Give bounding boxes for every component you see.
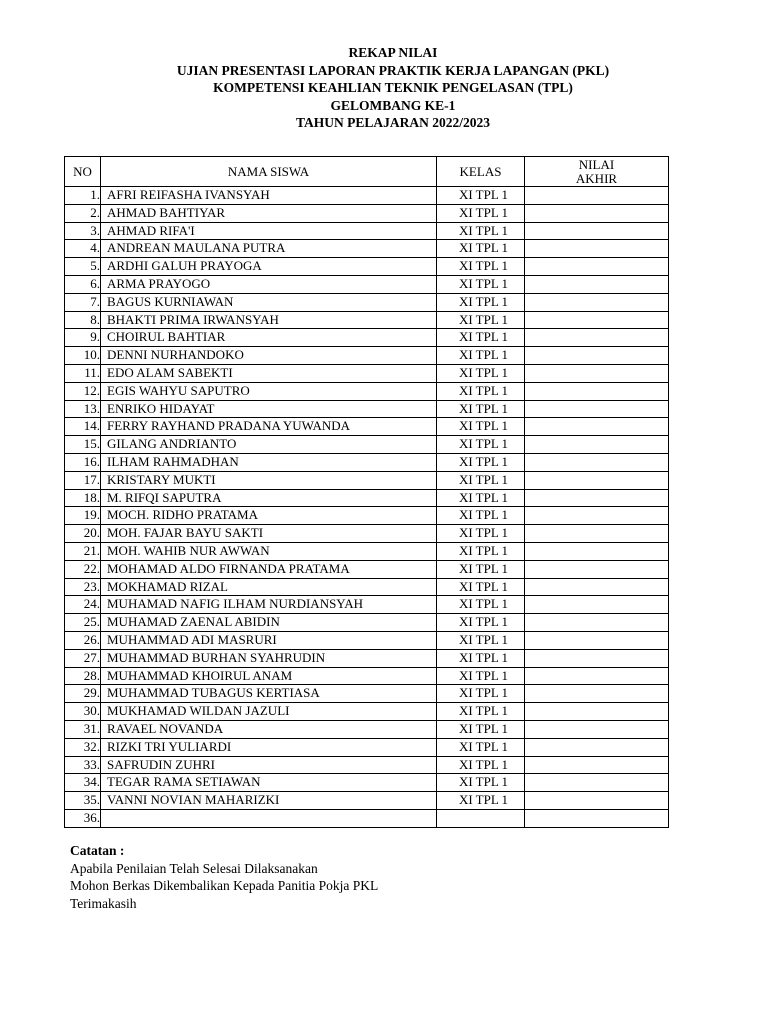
cell-no: 9. bbox=[65, 329, 101, 347]
cell-kelas bbox=[437, 809, 525, 827]
cell-nama: RAVAEL NOVANDA bbox=[101, 720, 437, 738]
cell-nama: MOH. FAJAR BAYU SAKTI bbox=[101, 525, 437, 543]
cell-nama: ANDREAN MAULANA PUTRA bbox=[101, 240, 437, 258]
cell-no: 24. bbox=[65, 596, 101, 614]
table-row bbox=[65, 293, 669, 311]
cell-no: 5. bbox=[65, 258, 101, 276]
cell-kelas: XI TPL 1 bbox=[437, 756, 525, 774]
cell-no: 22. bbox=[65, 560, 101, 578]
cell-kelas: XI TPL 1 bbox=[437, 275, 525, 293]
cell-nilai bbox=[525, 578, 669, 596]
title-line: REKAP NILAI bbox=[348, 45, 438, 60]
table-row bbox=[65, 542, 669, 560]
header-no: NO bbox=[65, 157, 101, 187]
cell-nama: TEGAR RAMA SETIAWAN bbox=[101, 774, 437, 792]
table-row bbox=[65, 756, 669, 774]
title-line: UJIAN PRESENTASI LAPORAN PRAKTIK KERJA LAPANGAN (PKL) bbox=[176, 62, 610, 78]
table-row bbox=[65, 667, 669, 685]
notes-heading: Catatan : bbox=[70, 843, 125, 858]
cell-no: 19. bbox=[65, 507, 101, 525]
cell-nama: MUHAMAD NAFIG ILHAM NURDIANSYAH bbox=[101, 596, 437, 614]
cell-nama: MUHAMMAD KHOIRUL ANAM bbox=[101, 667, 437, 685]
cell-no: 32. bbox=[65, 738, 101, 756]
cell-nama: FERRY RAYHAND PRADANA YUWANDA bbox=[101, 418, 437, 436]
table-row bbox=[65, 525, 669, 543]
cell-nama: RIZKI TRI YULIARDI bbox=[101, 738, 437, 756]
cell-nama: EDO ALAM SABEKTI bbox=[101, 364, 437, 382]
cell-no: 27. bbox=[65, 649, 101, 667]
cell-nama: SAFRUDIN ZUHRI bbox=[101, 756, 437, 774]
cell-no: 17. bbox=[65, 471, 101, 489]
cell-kelas: XI TPL 1 bbox=[437, 738, 525, 756]
cell-nama: ENRIKO HIDAYAT bbox=[101, 400, 437, 418]
cell-no: 23. bbox=[65, 578, 101, 596]
table-header-row bbox=[65, 157, 669, 187]
table-row bbox=[65, 720, 669, 738]
cell-no: 3. bbox=[65, 222, 101, 240]
cell-nilai bbox=[525, 703, 669, 721]
cell-nama: VANNI NOVIAN MAHARIZKI bbox=[101, 792, 437, 810]
cell-kelas: XI TPL 1 bbox=[437, 258, 525, 276]
cell-nama: MUHAMAD ZAENAL ABIDIN bbox=[101, 614, 437, 632]
header-nilai-line1: NILAI bbox=[578, 156, 615, 172]
cell-no: 2. bbox=[65, 204, 101, 222]
cell-nama: ARMA PRAYOGO bbox=[101, 275, 437, 293]
table-row bbox=[65, 738, 669, 756]
cell-kelas: XI TPL 1 bbox=[437, 347, 525, 365]
header-nama-siswa: NAMA SISWA bbox=[101, 157, 437, 187]
cell-nama: EGIS WAHYU SAPUTRO bbox=[101, 382, 437, 400]
cell-nama: AHMAD BAHTIYAR bbox=[101, 204, 437, 222]
cell-nama: AFRI REIFASHA IVANSYAH bbox=[101, 187, 437, 205]
cell-no: 33. bbox=[65, 756, 101, 774]
cell-kelas: XI TPL 1 bbox=[437, 311, 525, 329]
cell-nama: ARDHI GALUH PRAYOGA bbox=[101, 258, 437, 276]
table-row bbox=[65, 222, 669, 240]
table-row bbox=[65, 471, 669, 489]
cell-nama: MOHAMAD ALDO FIRNANDA PRATAMA bbox=[101, 560, 437, 578]
cell-no: 7. bbox=[65, 293, 101, 311]
cell-nama: ILHAM RAHMADHAN bbox=[101, 453, 437, 471]
cell-nilai bbox=[525, 809, 669, 827]
cell-kelas: XI TPL 1 bbox=[437, 525, 525, 543]
cell-nilai bbox=[525, 596, 669, 614]
table-row bbox=[65, 578, 669, 596]
cell-no: 1. bbox=[65, 187, 101, 205]
cell-no: 28. bbox=[65, 667, 101, 685]
cell-nilai bbox=[525, 471, 669, 489]
cell-no: 16. bbox=[65, 453, 101, 471]
title-line: TAHUN PELAJARAN 2022/2023 bbox=[295, 115, 490, 131]
notes-section bbox=[70, 842, 378, 912]
cell-nilai bbox=[525, 525, 669, 543]
cell-kelas: XI TPL 1 bbox=[437, 187, 525, 205]
cell-kelas: XI TPL 1 bbox=[437, 578, 525, 596]
cell-nama: KRISTARY MUKTI bbox=[101, 471, 437, 489]
table-row bbox=[65, 240, 669, 258]
cell-kelas: XI TPL 1 bbox=[437, 222, 525, 240]
table-row bbox=[65, 560, 669, 578]
header-nilai-akhir bbox=[525, 157, 669, 187]
cell-nilai bbox=[525, 792, 669, 810]
cell-kelas: XI TPL 1 bbox=[437, 596, 525, 614]
cell-nama: M. RIFQI SAPUTRA bbox=[101, 489, 437, 507]
cell-nama: MUKHAMAD WILDAN JAZULI bbox=[101, 703, 437, 721]
table-row bbox=[65, 809, 669, 827]
cell-nilai bbox=[525, 756, 669, 774]
title-line: KOMPETENSI KEAHLIAN TEKNIK PENGELASAN (TPL) bbox=[213, 80, 573, 96]
cell-kelas: XI TPL 1 bbox=[437, 792, 525, 810]
cell-kelas: XI TPL 1 bbox=[437, 703, 525, 721]
cell-no: 10. bbox=[65, 347, 101, 365]
cell-nilai bbox=[525, 489, 669, 507]
cell-nama: CHOIRUL BAHTIAR bbox=[101, 329, 437, 347]
cell-nilai bbox=[525, 222, 669, 240]
cell-no: 21. bbox=[65, 542, 101, 560]
cell-kelas: XI TPL 1 bbox=[437, 400, 525, 418]
cell-nilai bbox=[525, 418, 669, 436]
cell-nama: MUHAMMAD BURHAN SYAHRUDIN bbox=[101, 649, 437, 667]
table-row bbox=[65, 489, 669, 507]
cell-nilai bbox=[525, 649, 669, 667]
cell-nilai bbox=[525, 738, 669, 756]
cell-kelas: XI TPL 1 bbox=[437, 364, 525, 382]
cell-nilai bbox=[525, 382, 669, 400]
document-title bbox=[0, 44, 768, 132]
cell-no: 26. bbox=[65, 631, 101, 649]
table-row bbox=[65, 649, 669, 667]
cell-no: 34. bbox=[65, 774, 101, 792]
cell-nama: BAGUS KURNIAWAN bbox=[101, 293, 437, 311]
cell-nilai bbox=[525, 311, 669, 329]
header-kelas: KELAS bbox=[437, 157, 525, 187]
cell-nilai bbox=[525, 240, 669, 258]
cell-kelas: XI TPL 1 bbox=[437, 329, 525, 347]
cell-kelas: XI TPL 1 bbox=[437, 204, 525, 222]
cell-nilai bbox=[525, 560, 669, 578]
notes-line: Mohon Berkas Dikembalikan Kepada Panitia Pokja PKL bbox=[70, 878, 379, 893]
cell-nama: DENNI NURHANDOKO bbox=[101, 347, 437, 365]
cell-nilai bbox=[525, 258, 669, 276]
table-row bbox=[65, 596, 669, 614]
header-nilai-line2: AKHIR bbox=[575, 170, 618, 186]
cell-kelas: XI TPL 1 bbox=[437, 382, 525, 400]
cell-kelas: XI TPL 1 bbox=[437, 774, 525, 792]
cell-no: 12. bbox=[65, 382, 101, 400]
cell-no: 31. bbox=[65, 720, 101, 738]
cell-kelas: XI TPL 1 bbox=[437, 631, 525, 649]
cell-no: 18. bbox=[65, 489, 101, 507]
table-body bbox=[65, 187, 669, 828]
cell-kelas: XI TPL 1 bbox=[437, 507, 525, 525]
cell-no: 4. bbox=[65, 240, 101, 258]
table-row bbox=[65, 275, 669, 293]
cell-kelas: XI TPL 1 bbox=[437, 667, 525, 685]
table-row bbox=[65, 347, 669, 365]
cell-nama: MOKHAMAD RIZAL bbox=[101, 578, 437, 596]
table-row bbox=[65, 187, 669, 205]
cell-nilai bbox=[525, 453, 669, 471]
cell-nilai bbox=[525, 347, 669, 365]
cell-no: 20. bbox=[65, 525, 101, 543]
cell-kelas: XI TPL 1 bbox=[437, 614, 525, 632]
cell-kelas: XI TPL 1 bbox=[437, 453, 525, 471]
cell-kelas: XI TPL 1 bbox=[437, 240, 525, 258]
cell-no: 13. bbox=[65, 400, 101, 418]
cell-kelas: XI TPL 1 bbox=[437, 293, 525, 311]
score-table bbox=[64, 156, 669, 828]
cell-nama: BHAKTI PRIMA IRWANSYAH bbox=[101, 311, 437, 329]
cell-no: 36. bbox=[65, 809, 101, 827]
cell-nilai bbox=[525, 187, 669, 205]
cell-no: 15. bbox=[65, 436, 101, 454]
cell-kelas: XI TPL 1 bbox=[437, 685, 525, 703]
table-row bbox=[65, 311, 669, 329]
cell-kelas: XI TPL 1 bbox=[437, 649, 525, 667]
cell-kelas: XI TPL 1 bbox=[437, 471, 525, 489]
table-row bbox=[65, 774, 669, 792]
cell-nilai bbox=[525, 275, 669, 293]
cell-no: 8. bbox=[65, 311, 101, 329]
cell-nilai bbox=[525, 685, 669, 703]
table-row bbox=[65, 382, 669, 400]
cell-no: 25. bbox=[65, 614, 101, 632]
cell-nama: AHMAD RIFA'I bbox=[101, 222, 437, 240]
table-row bbox=[65, 685, 669, 703]
cell-kelas: XI TPL 1 bbox=[437, 436, 525, 454]
cell-nama bbox=[101, 809, 437, 827]
cell-nilai bbox=[525, 329, 669, 347]
table-row bbox=[65, 418, 669, 436]
table-row bbox=[65, 631, 669, 649]
cell-nama: MOCH. RIDHO PRATAMA bbox=[101, 507, 437, 525]
cell-nilai bbox=[525, 542, 669, 560]
table-row bbox=[65, 204, 669, 222]
notes-line: Terimakasih bbox=[70, 895, 137, 911]
cell-nilai bbox=[525, 720, 669, 738]
cell-nilai bbox=[525, 631, 669, 649]
cell-nama: MUHAMMAD ADI MASRURI bbox=[101, 631, 437, 649]
table-row bbox=[65, 703, 669, 721]
cell-nilai bbox=[525, 774, 669, 792]
table-row bbox=[65, 364, 669, 382]
cell-nilai bbox=[525, 667, 669, 685]
cell-no: 11. bbox=[65, 364, 101, 382]
table-row bbox=[65, 436, 669, 454]
cell-kelas: XI TPL 1 bbox=[437, 542, 525, 560]
cell-nilai bbox=[525, 400, 669, 418]
cell-no: 6. bbox=[65, 275, 101, 293]
cell-nilai bbox=[525, 293, 669, 311]
cell-nilai bbox=[525, 204, 669, 222]
cell-no: 14. bbox=[65, 418, 101, 436]
notes-line: Apabila Penilaian Telah Selesai Dilaksanakan bbox=[70, 860, 318, 876]
cell-kelas: XI TPL 1 bbox=[437, 418, 525, 436]
cell-kelas: XI TPL 1 bbox=[437, 489, 525, 507]
table-row bbox=[65, 792, 669, 810]
table-row bbox=[65, 453, 669, 471]
table-row bbox=[65, 507, 669, 525]
title-line: GELOMBANG KE-1 bbox=[330, 97, 456, 113]
cell-kelas: XI TPL 1 bbox=[437, 720, 525, 738]
cell-nilai bbox=[525, 614, 669, 632]
table-row bbox=[65, 329, 669, 347]
table-row bbox=[65, 614, 669, 632]
table-row bbox=[65, 400, 669, 418]
cell-nama: GILANG ANDRIANTO bbox=[101, 436, 437, 454]
cell-nilai bbox=[525, 436, 669, 454]
cell-kelas: XI TPL 1 bbox=[437, 560, 525, 578]
cell-no: 29. bbox=[65, 685, 101, 703]
cell-nama: MOH. WAHIB NUR AWWAN bbox=[101, 542, 437, 560]
cell-nilai bbox=[525, 507, 669, 525]
cell-nilai bbox=[525, 364, 669, 382]
cell-nama: MUHAMMAD TUBAGUS KERTIASA bbox=[101, 685, 437, 703]
table-row bbox=[65, 258, 669, 276]
cell-no: 35. bbox=[65, 792, 101, 810]
cell-no: 30. bbox=[65, 703, 101, 721]
